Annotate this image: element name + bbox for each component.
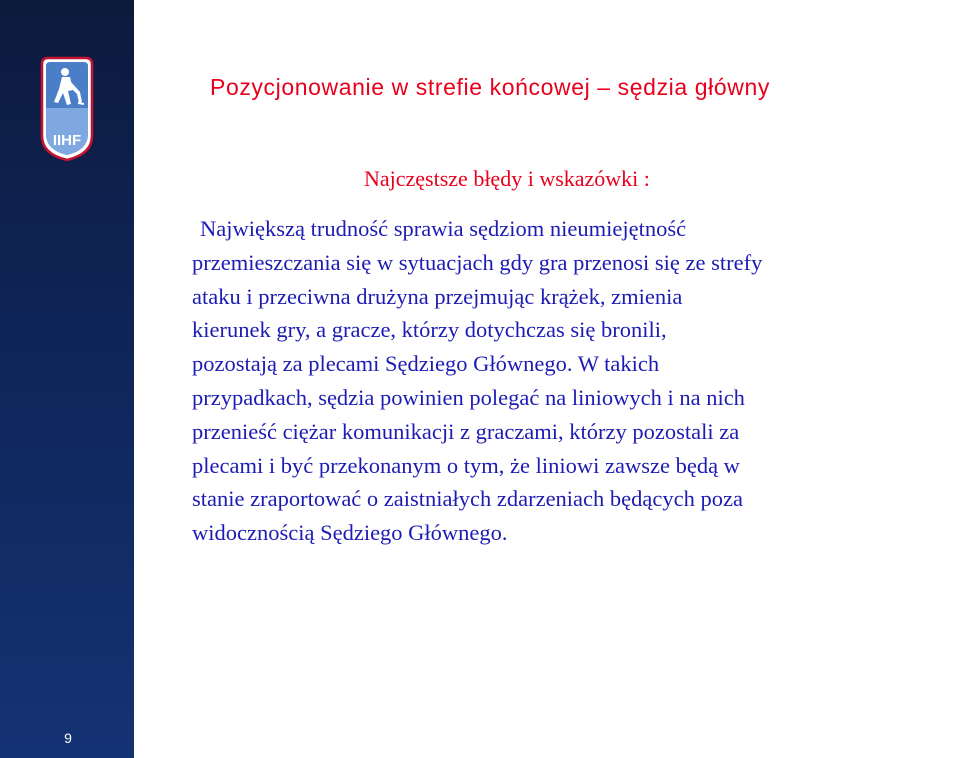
body-line: przemieszczania się w sytuacjach gdy gra przenosi się ze strefy (192, 249, 763, 275)
logo-text: IIHF (52, 132, 82, 149)
body-line: pozostają za plecami Sędziego Głównego. W takich (192, 351, 660, 377)
body-line: stanie zraportować o zaistniałych zdarzeniach będących poza (192, 486, 743, 512)
body-line: widocznością Sędziego Głównego. (192, 520, 508, 546)
body-line: kierunek gry, a gracze, którzy dotychczas się bronili, (192, 317, 667, 343)
page-number: 9 (64, 730, 72, 746)
body-line: Największą trudność sprawia sędziom nieumiejętność (200, 216, 687, 241)
body-line: plecami i być przekonanym o tym, że liniowi zawsze będą w (192, 452, 740, 478)
body-line: przenieść ciężar komunikacji z graczami, którzy pozostali za (192, 418, 740, 444)
body-paragraph (192, 212, 952, 550)
iihf-logo (38, 56, 96, 162)
body-line: ataku i przeciwna drużyna przejmując krążek, zmienia (192, 283, 683, 309)
slide-subtitle: Najczęstsze błędy i wskazówki : (364, 166, 650, 191)
slide-title: Pozycjonowanie w strefie końcowej – sędzia główny (210, 74, 770, 100)
sidebar (0, 0, 134, 758)
body-line: przypadkach, sędzia powinien polegać na liniowych i na nich (192, 384, 745, 410)
